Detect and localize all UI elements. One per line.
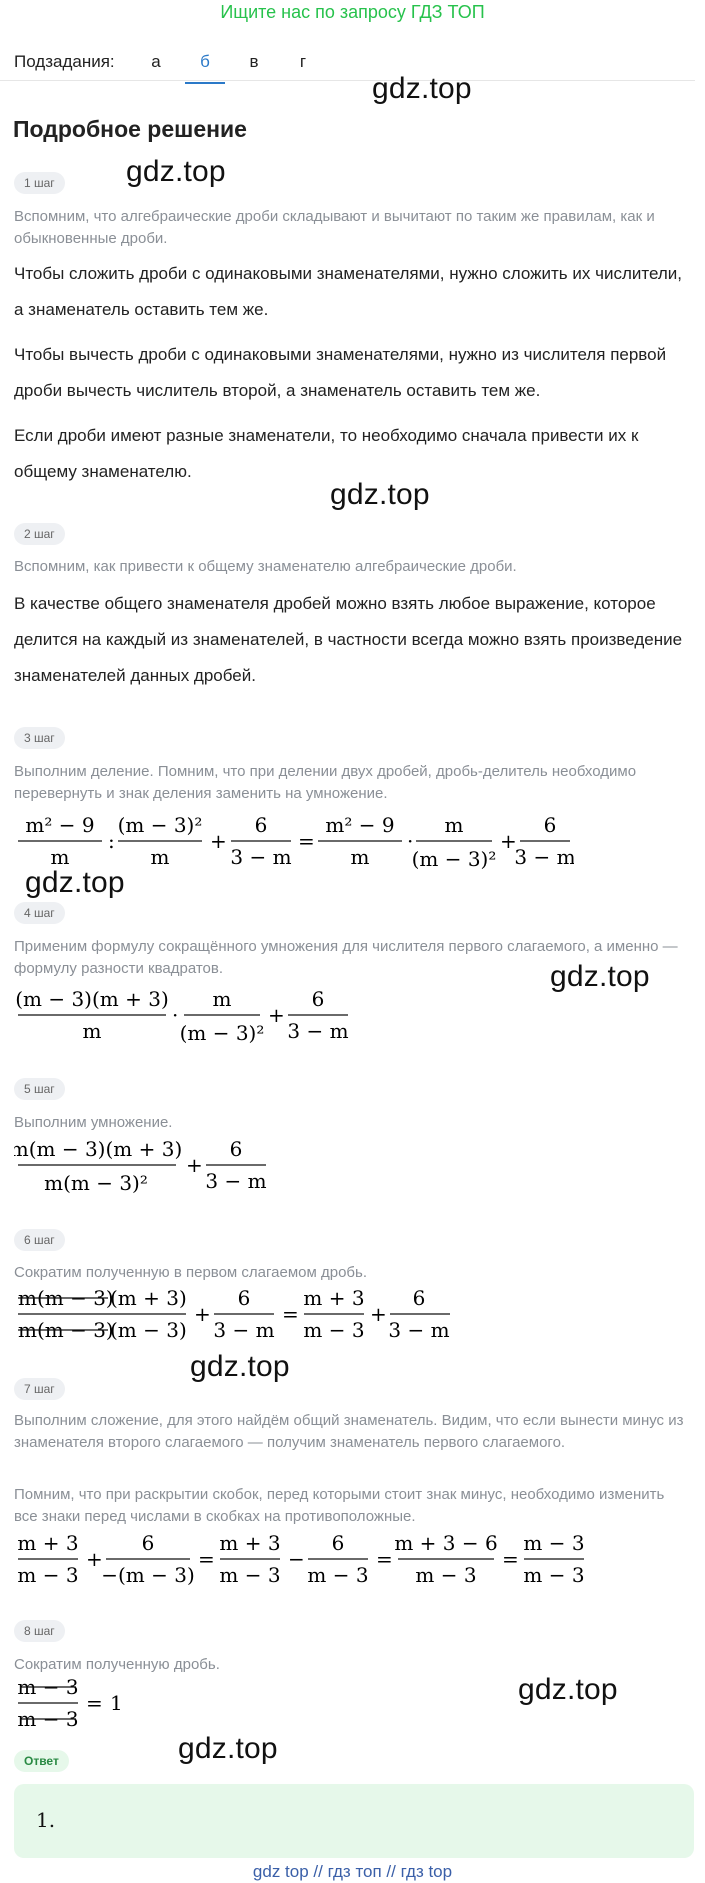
fraction-denominator: 3 − m xyxy=(230,845,292,869)
answer-badge: Ответ xyxy=(14,1750,69,1772)
fraction-numerator: m + 3 xyxy=(303,1286,365,1310)
watermark: gdz.top xyxy=(518,1673,618,1706)
operator: + xyxy=(500,829,517,853)
fraction-numerator: 6 xyxy=(141,1531,155,1555)
step-hint: Помним, что при раскрытии скобок, перед которыми стоит знак минус, необходимо изменить все знаки перед числами в скобках на противоположные. xyxy=(14,1486,665,1525)
watermark: gdz.top xyxy=(190,1350,290,1383)
operator: + xyxy=(370,1302,387,1326)
fraction-denominator: m − 3 xyxy=(219,1563,281,1587)
tab-a[interactable]: а xyxy=(151,52,161,71)
math-step-6 xyxy=(14,1283,494,1354)
step-badge: 7 шаг xyxy=(14,1378,65,1400)
answer-box xyxy=(14,1784,694,1858)
fraction-denominator: 3 − m xyxy=(287,1019,349,1043)
struck-factor: m(m − 3) xyxy=(18,1318,114,1342)
fraction-numerator: m − 3 xyxy=(17,1675,79,1699)
operator: = xyxy=(198,1547,215,1571)
fraction-numerator: m xyxy=(212,987,232,1011)
fraction-denominator: m xyxy=(150,845,170,869)
operator: = xyxy=(502,1547,519,1571)
fraction-denominator: m − 3 xyxy=(17,1563,79,1587)
result-value: 1 xyxy=(110,1691,123,1715)
fraction-numerator: m + 3 xyxy=(17,1531,79,1555)
tab-v[interactable]: в xyxy=(249,52,259,71)
fraction-numerator: (m − 3)² xyxy=(117,813,203,837)
math-step-4 xyxy=(14,984,384,1055)
answer-value: 1. xyxy=(36,1808,56,1832)
fraction-denominator: m − 3 xyxy=(415,1563,477,1587)
fraction-denominator: 3 − m xyxy=(205,1169,267,1193)
fraction-numerator: 6 xyxy=(229,1137,243,1161)
step-hint: Выполним умножение. xyxy=(14,1114,173,1131)
fraction-denominator: m − 3 xyxy=(523,1563,585,1587)
step-hint: Сократим полученную в первом слагаемом дробь. xyxy=(14,1264,367,1281)
step-badge: 3 шаг xyxy=(14,727,65,749)
fraction-numerator: 6 xyxy=(412,1286,426,1310)
step-badge: 2 шаг xyxy=(14,523,65,545)
footer-links[interactable]: gdz top // гдз топ // гдз top xyxy=(252,1862,453,1881)
step-badge: 6 шаг xyxy=(14,1229,65,1251)
fraction-numerator: 6 xyxy=(331,1531,345,1555)
operator: + xyxy=(86,1547,103,1571)
fraction-denominator: m xyxy=(350,845,370,869)
step-hint: Выполним сложение, для этого найдём общий знаменатель. Видим, что если вынести минус из знаменателя второго слагаемого — получим знаменатель первого слагаемого. xyxy=(14,1412,684,1451)
operator: − xyxy=(288,1547,305,1571)
struck-factor: m(m − 3) xyxy=(18,1286,114,1310)
fraction-denominator: m(m − 3)² xyxy=(44,1171,148,1195)
operator: : xyxy=(108,829,115,853)
fraction-denominator: m − 3 xyxy=(17,1707,79,1731)
step-badge: 1 шаг xyxy=(14,172,65,194)
fraction-denominator: −(m − 3) xyxy=(101,1563,195,1587)
operator: · xyxy=(172,1003,179,1027)
fraction-denominator: 3 − m xyxy=(388,1318,450,1342)
watermark: gdz.top xyxy=(372,72,472,105)
step-paragraph: Чтобы сложить дроби с одинаковыми знаменателями, нужно сложить их числители, а знаменатель оставить тем же. xyxy=(14,264,682,319)
subtasks-label: Подзадания: xyxy=(14,52,115,71)
fraction-denominator: 3 − m xyxy=(213,1318,275,1342)
fraction-numerator: m xyxy=(444,813,464,837)
fraction-numerator: 6 xyxy=(237,1286,251,1310)
operator: + xyxy=(194,1302,211,1326)
operator: = xyxy=(282,1302,299,1326)
step-hint: Вспомним, что алгебраические дроби складывают и вычитают по таким же правилам, как и обыкновенные дроби. xyxy=(14,208,655,247)
step-badge: 8 шаг xyxy=(14,1620,65,1642)
step-badge: 4 шаг xyxy=(14,902,65,924)
fraction-numerator: m − 3 xyxy=(523,1531,585,1555)
operator: + xyxy=(210,829,227,853)
math-step-7 xyxy=(14,1528,634,1599)
math-step-3 xyxy=(14,810,574,881)
step-paragraph: В качестве общего знаменателя дробей можно взять любое выражение, которое делится на каждый из знаменателей, в частности всегда можно взять произведение знаменателей данных дробей. xyxy=(14,594,683,685)
fraction-numerator: 6 xyxy=(543,813,557,837)
step-hint: Выполним деление. Помним, что при делении двух дробей, дробь-делитель необходимо перевернуть и знак деления заменить на умножение. xyxy=(14,763,637,802)
fraction-denominator: (m − 3)² xyxy=(411,847,497,871)
fraction-denominator: m xyxy=(50,845,70,869)
fraction-denominator: m − 3 xyxy=(307,1563,369,1587)
fraction-numerator: 6 xyxy=(311,987,325,1011)
top-banner-link[interactable]: Ищите нас по запросу ГДЗ ТОП xyxy=(220,2,485,22)
tabs-divider xyxy=(0,80,695,81)
watermark: gdz.top xyxy=(178,1732,278,1765)
fraction-numerator: (m + 3) xyxy=(110,1286,187,1310)
fraction-numerator: m + 3 xyxy=(219,1531,281,1555)
operator: = xyxy=(376,1547,393,1571)
fraction-denominator: m − 3 xyxy=(303,1318,365,1342)
operator: + xyxy=(186,1153,203,1177)
math-step-8 xyxy=(14,1672,154,1743)
watermark: gdz.top xyxy=(330,478,430,511)
step-paragraph: Чтобы вычесть дроби с одинаковыми знаменателями, нужно из числителя первой дроби вычесть числитель второй, а знаменатель оставить тем же. xyxy=(14,345,667,400)
operator: = xyxy=(86,1691,103,1715)
fraction-numerator: 6 xyxy=(254,813,268,837)
section-title: Подробное решение xyxy=(13,116,247,142)
fraction-denominator: 3 − m xyxy=(514,845,574,869)
watermark: gdz.top xyxy=(25,866,125,899)
tab-g[interactable]: г xyxy=(299,52,307,71)
fraction-numerator: m + 3 − 6 xyxy=(394,1531,498,1555)
fraction-numerator: (m − 3)(m + 3) xyxy=(15,987,169,1011)
tab-b[interactable]: б xyxy=(185,52,225,84)
step-hint: Применим формулу сокращённого умножения для числителя первого слагаемого, а именно — формулу разности квадратов. xyxy=(14,938,678,977)
watermark: gdz.top xyxy=(126,155,226,188)
step-hint: Вспомним, как привести к общему знаменателю алгебраические дроби. xyxy=(14,558,517,575)
fraction-denominator: m xyxy=(82,1019,102,1043)
math-step-5 xyxy=(14,1134,314,1205)
fraction-numerator: m² − 9 xyxy=(325,813,395,837)
step-paragraph: Если дроби имеют разные знаменатели, то необходимо сначала привести их к общему знаменателю. xyxy=(14,426,639,481)
fraction-denominator: (m − 3) xyxy=(110,1318,187,1342)
step-hint: Сократим полученную дробь. xyxy=(14,1656,220,1673)
watermark: gdz.top xyxy=(550,960,650,993)
operator: = xyxy=(298,829,315,853)
fraction-denominator: (m − 3)² xyxy=(179,1021,265,1045)
fraction-numerator: m² − 9 xyxy=(25,813,95,837)
operator: + xyxy=(268,1003,285,1027)
operator: · xyxy=(407,829,414,853)
step-badge: 5 шаг xyxy=(14,1078,65,1100)
fraction-numerator: m(m − 3)(m + 3) xyxy=(14,1137,183,1161)
